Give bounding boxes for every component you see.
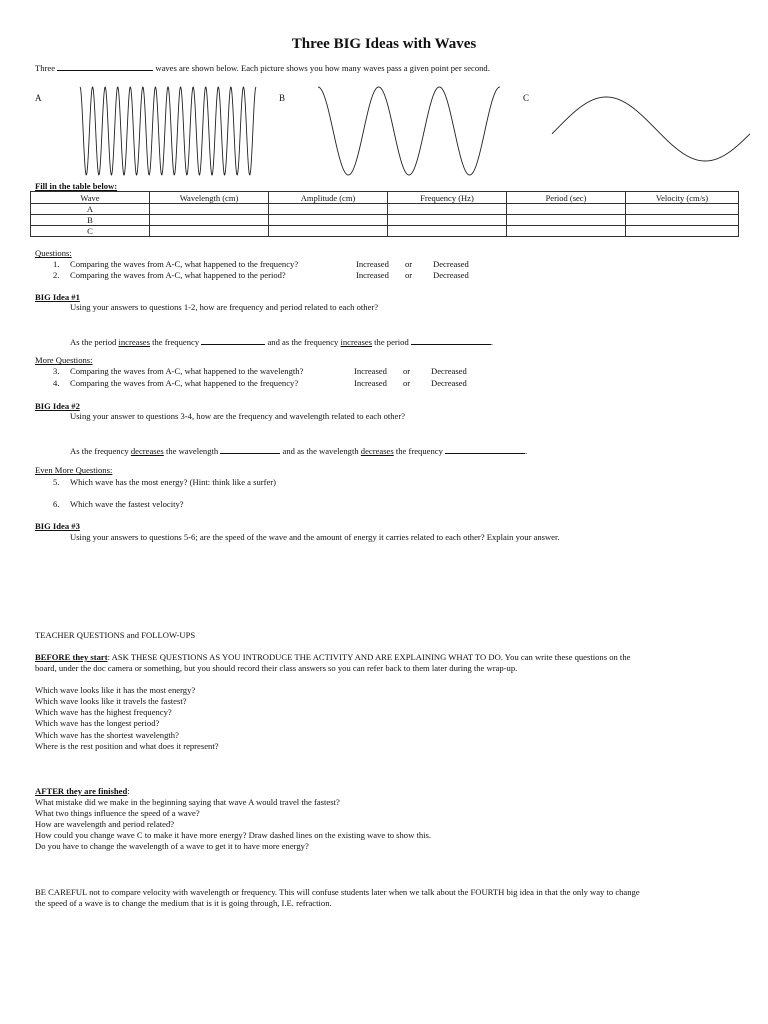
big-idea-2-s2: the wavelength	[165, 446, 219, 456]
more-questions-heading: More Questions:	[35, 355, 93, 365]
question-2-text: Comparing the waves from A-C, what happened to the period?	[70, 270, 286, 280]
big-idea-1-sentence	[70, 336, 493, 347]
big-idea-2-s4: the frequency	[395, 446, 443, 456]
big-idea-2-sentence	[70, 445, 527, 456]
big-idea-1-s4: the period	[374, 337, 409, 347]
after-question: What mistake did we make in the beginning saying that wave A would travel the fastest?	[35, 797, 340, 807]
table-cell[interactable]	[507, 204, 626, 215]
question-2-num: 2.	[53, 270, 60, 280]
question-4-or: or	[403, 378, 411, 388]
table-row	[31, 226, 739, 237]
question-3-decreased[interactable]: Decreased	[431, 366, 467, 376]
after-question: What two things influence the speed of a wave?	[35, 808, 200, 818]
question-2-decreased[interactable]: Decreased	[433, 270, 469, 280]
after-question: How could you change wave C to make it have more energy? Draw dashed lines on the existing wave to show this.	[35, 830, 432, 840]
teacher-heading: TEACHER QUESTIONS and FOLLOW-UPS	[35, 630, 196, 640]
question-4-increased[interactable]: Increased	[354, 378, 387, 388]
before-line-2: board, under the doc camera or something, but you should record their class answers so you can refer back to them later during the wrap-up.	[35, 663, 518, 673]
big-idea-1-s2: the frequency	[152, 337, 200, 347]
question-3-text: Comparing the waves from A-C, what happened to the wavelength?	[70, 366, 304, 376]
before-question: Which wave looks like it has the most energy?	[35, 685, 196, 695]
question-4-decreased[interactable]: Decreased	[431, 378, 467, 388]
big-idea-1-s3: and as the frequency	[267, 337, 339, 347]
table-cell[interactable]	[388, 204, 507, 215]
table-cell[interactable]	[150, 226, 269, 237]
intro-blank[interactable]	[57, 62, 153, 71]
before-label: BEFORE they start	[35, 652, 108, 662]
wave-b-label: B	[279, 93, 286, 103]
table-cell[interactable]	[150, 215, 269, 226]
after-colon: :	[127, 786, 130, 796]
big-idea-2-blank-1[interactable]	[220, 445, 280, 454]
table-cell[interactable]	[507, 226, 626, 237]
after-question: How are wavelength and period related?	[35, 819, 175, 829]
question-1-increased[interactable]: Increased	[356, 259, 389, 269]
big-idea-2-s1u: decreases	[130, 446, 164, 456]
row-label: A	[31, 204, 150, 215]
big-idea-1-blank-2[interactable]	[411, 336, 494, 347]
big-idea-1-s1u: increases	[118, 337, 150, 347]
before-question: Which wave has the longest period?	[35, 718, 160, 728]
col-period: Period (sec)	[507, 192, 626, 204]
intro-before: Three	[35, 63, 56, 73]
table-cell[interactable]	[269, 204, 388, 215]
table-cell[interactable]	[626, 215, 739, 226]
before-line-1	[35, 652, 630, 662]
row-label: C	[31, 226, 150, 237]
after-heading	[35, 786, 130, 796]
big-idea-3-prompt: Using your answers to questions 5-6; are the speed of the wave and the amount of energy it carries related to each other? Explain your answer.	[70, 532, 560, 542]
after-question: Do you have to change the wavelength of a wave to get it to have more energy?	[35, 841, 309, 851]
careful-line-2: the speed of a wave is to change the medium that is it is going through, I.E. refraction.	[35, 898, 332, 908]
before-question: Which wave looks like it travels the fastest?	[35, 696, 187, 706]
big-idea-1-s1: As the period	[70, 337, 117, 347]
table-cell[interactable]	[626, 204, 739, 215]
wave-a-label: A	[35, 93, 42, 103]
question-6-text: Which wave the fastest velocity?	[70, 499, 184, 509]
questions-heading: Questions:	[35, 248, 72, 258]
table-heading: Fill in the table below:	[35, 181, 118, 191]
wave-c-diagram	[552, 96, 750, 162]
after-label: AFTER they are finished	[35, 786, 128, 796]
question-6-num: 6.	[53, 499, 60, 509]
wave-b-diagram	[318, 86, 500, 176]
big-idea-2-blank-2[interactable]	[445, 445, 528, 456]
big-idea-2-s3u: decreases	[360, 446, 394, 456]
wave-b-line	[318, 87, 500, 175]
big-idea-1-heading: BIG Idea #1	[35, 292, 80, 302]
question-3-num: 3.	[53, 366, 60, 376]
big-idea-2-s1: As the frequency	[70, 446, 129, 456]
question-5-num: 5.	[53, 477, 60, 487]
table-cell[interactable]	[269, 215, 388, 226]
intro-after: waves are shown below. Each picture shows you how many waves pass a given point per second.	[155, 63, 490, 73]
intro-sentence	[35, 62, 490, 73]
big-idea-2-heading: BIG Idea #2	[35, 401, 80, 411]
before-text-1: : ASK THESE QUESTIONS AS YOU INTRODUCE THE ACTIVITY AND ARE EXPLAINING WHAT TO DO. You can write these questions on the	[107, 652, 631, 662]
question-5-text: Which wave has the most energy? (Hint: think like a surfer)	[70, 477, 277, 487]
before-question: Where is the rest position and what does it represent?	[35, 741, 219, 751]
question-4-num: 4.	[53, 378, 60, 388]
big-idea-1-blank-1[interactable]	[201, 336, 265, 345]
question-4-text: Comparing the waves from A-C, what happened to the frequency?	[70, 378, 299, 388]
page-title: Three BIG Ideas with Waves	[291, 36, 477, 52]
wave-a-line	[80, 87, 256, 175]
col-amplitude: Amplitude (cm)	[269, 192, 388, 204]
row-label: B	[31, 215, 150, 226]
question-3-or: or	[403, 366, 411, 376]
big-idea-3-heading: BIG Idea #3	[35, 521, 80, 531]
col-wave: Wave	[31, 192, 150, 204]
col-frequency: Frequency (Hz)	[388, 192, 507, 204]
table-cell[interactable]	[269, 226, 388, 237]
big-idea-2-prompt: Using your answer to questions 3-4, how are the frequency and wavelength related to each other?	[70, 411, 406, 421]
even-more-heading: Even More Questions:	[35, 465, 113, 475]
table-header-row	[31, 192, 739, 204]
question-1-decreased[interactable]: Decreased	[433, 259, 469, 269]
big-idea-2-end: .	[525, 446, 528, 456]
table-row	[31, 215, 739, 226]
wave-table	[30, 191, 739, 237]
question-1-num: 1.	[53, 259, 60, 269]
careful-line-1: BE CAREFUL not to compare velocity with wavelength or frequency. This will confuse students later when we talk about the FOURTH big idea in that the only way to change	[35, 887, 640, 897]
table-cell[interactable]	[626, 226, 739, 237]
before-question: Which wave has the highest frequency?	[35, 707, 172, 717]
wave-c-label: C	[523, 93, 530, 103]
table-row	[31, 204, 739, 215]
question-3-increased[interactable]: Increased	[354, 366, 387, 376]
question-1-text: Comparing the waves from A-C, what happened to the frequency?	[70, 259, 299, 269]
table-cell[interactable]	[388, 215, 507, 226]
question-1-or: or	[405, 259, 413, 269]
col-wavelength: Wavelength (cm)	[150, 192, 269, 204]
big-idea-1-s3u: increases	[340, 337, 372, 347]
big-idea-1-end: .	[490, 337, 494, 347]
big-idea-1-prompt: Using your answers to questions 1-2, how are frequency and period related to each other?	[70, 302, 379, 312]
wave-c-line	[552, 97, 750, 161]
question-2-or: or	[405, 270, 413, 280]
table-cell[interactable]	[507, 215, 626, 226]
table-cell[interactable]	[388, 226, 507, 237]
col-velocity: Velocity (cm/s)	[626, 192, 739, 204]
before-question: Which wave has the shortest wavelength?	[35, 730, 179, 740]
big-idea-2-s3: and as the wavelength	[282, 446, 359, 456]
wave-a-diagram	[80, 86, 256, 176]
table-cell[interactable]	[150, 204, 269, 215]
question-2-increased[interactable]: Increased	[356, 270, 389, 280]
